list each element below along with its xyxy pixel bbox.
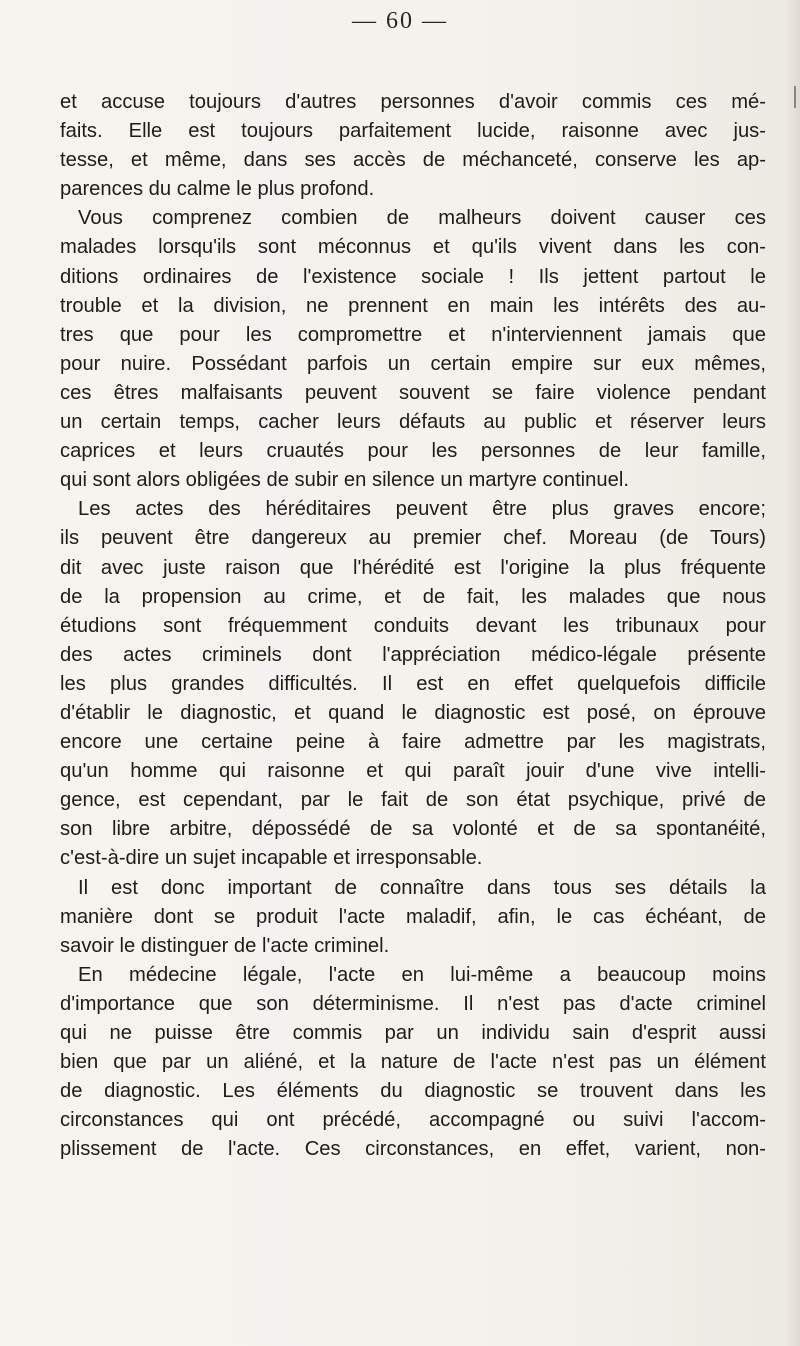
- text-line: ces êtres malfaisants peuvent souvent se faire violence pendant: [60, 381, 766, 404]
- text-line: parences du calme le plus profond.: [60, 178, 375, 201]
- text-line: Il est donc important de connaître dans tous ses détails la: [78, 876, 766, 899]
- text-line: faits. Elle est toujours parfaitement lucide, raisonne avec jus-: [60, 120, 766, 143]
- page-edge-mark: [794, 86, 796, 108]
- text-line: qui ne puisse être commis par un individu sain d'esprit aussi: [60, 1022, 766, 1044]
- text-line: En médecine légale, l'acte en lui-même a beaucoup moins: [78, 963, 766, 986]
- text-line: dit avec juste raison que l'hérédité est l'origine la plus fréquente: [60, 556, 766, 579]
- body-text: [60, 88, 766, 1164]
- text-line: circonstances qui ont précédé, accompagné ou suivi l'accom-: [60, 1109, 766, 1132]
- text-line: des actes criminels dont l'appréciation médico-légale présente: [60, 643, 766, 666]
- page-edge-shadow: [786, 0, 800, 1346]
- text-line: les plus grandes difficultés. Il est en effet quelquefois difficile: [60, 672, 766, 695]
- text-line: étudions sont fréquemment conduits devant les tribunaux pour: [60, 614, 766, 637]
- text-line: ils peuvent être dangereux au premier chef. Moreau (de Tours): [60, 527, 766, 550]
- text-line: un certain temps, cacher leurs défauts au public et réserver leurs: [60, 411, 766, 434]
- text-line: pour nuire. Possédant parfois un certain empire sur eux mêmes,: [60, 352, 766, 375]
- text-line: qui sont alors obligées de subir en silence un martyre continuel.: [60, 469, 629, 492]
- text-line: malades lorsqu'ils sont méconnus et qu'ils vivent dans les con-: [60, 236, 766, 259]
- text-line: c'est-à-dire un sujet incapable et irresponsable.: [60, 847, 483, 870]
- text-line: de la propension au crime, et de fait, les malades que nous: [60, 585, 766, 608]
- text-line: qu'un homme qui raisonne et qui paraît jouir d'une vive intelli-: [60, 760, 766, 783]
- text-line: gence, est cependant, par le fait de son état psychique, privé de: [60, 789, 766, 812]
- text-line: trouble et la division, ne prennent en main les intérêts des au-: [60, 294, 766, 317]
- text-line: savoir le distinguer de l'acte criminel.: [60, 934, 390, 957]
- text-line: d'importance que son déterminisme. Il n'est pas d'acte criminel: [60, 992, 766, 1015]
- text-line: bien que par un aliéné, et la nature de l'acte n'est pas un élément: [60, 1051, 766, 1074]
- text-line: tres que pour les compromettre et n'interviennent jamais que: [60, 323, 766, 346]
- text-line: Les actes des héréditaires peuvent être plus graves encore;: [78, 498, 766, 521]
- text-line: et accuse toujours d'autres personnes d'avoir commis ces mé-: [60, 91, 766, 113]
- text-line: de diagnostic. Les éléments du diagnostic se trouvent dans les: [60, 1080, 766, 1103]
- page-number: — 60 —: [352, 8, 448, 34]
- text-line: plissement de l'acte. Ces circonstances, en effet, varient, non-: [60, 1138, 766, 1161]
- text-line: encore une certaine peine à faire admettre par les magistrats,: [60, 731, 766, 754]
- text-line: tesse, et même, dans ses accès de méchanceté, conserve les ap-: [60, 149, 766, 172]
- text-line: d'établir le diagnostic, et quand le diagnostic est posé, on éprouve: [60, 701, 766, 724]
- text-line: ditions ordinaires de l'existence sociale ! Ils jettent partout le: [60, 265, 766, 288]
- text-line: manière dont se produit l'acte maladif, afin, le cas échéant, de: [60, 905, 766, 928]
- text-line: caprices et leurs cruautés pour les personnes de leur famille,: [60, 440, 766, 463]
- text-line: Vous comprenez combien de malheurs doivent causer ces: [78, 207, 766, 230]
- text-line: son libre arbitre, dépossédé de sa volonté et de sa spontanéité,: [60, 818, 766, 841]
